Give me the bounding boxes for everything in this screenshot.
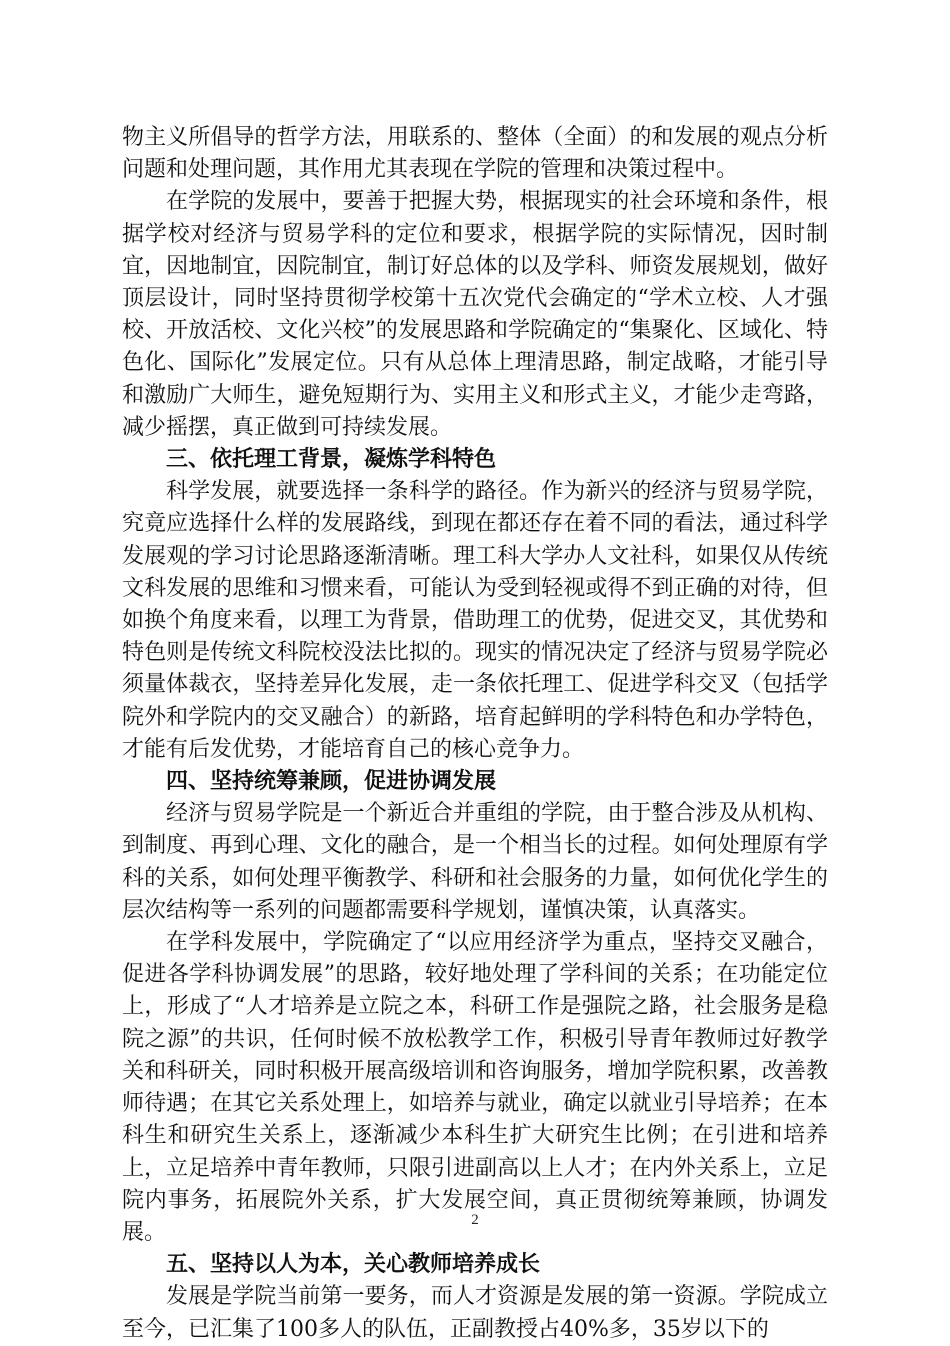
section-heading-4: 四、坚持统筹兼顾，促进协调发展 [166,769,497,795]
page-number: 2 [471,1212,479,1228]
paragraph: 在学院的发展中，要善于把握大势，根据现实的社会环境和条件，根据学校对经济与贸易学科的定位和要求，根据学院的实际情况，因时制宜，因地制宜，因院制宜，制订好总体的以及学科、师资发展规划，做好顶层设计，同时坚持贯彻学校第十五次党代会确定的“学术立校、人才强校、开放活校、文化兴校”的发展思路和学院确定的“集聚化、区域化、特色化、国际化”发展定位。只有从总体上理清思路，制定战略，才能引导和激励广大师生，避免短期行为、实用主义和形式主义，才能少走弯路，减少摇摆，真正做到可持续发展。 [122,189,828,440]
section-heading-5: 五、坚持以人为本，关心教师培养成长 [166,1252,541,1278]
section-heading-3: 三、依托理工背景，凝炼学科特色 [166,447,497,473]
paragraph: 在学科发展中，学院确定了“以应用经济学为重点，坚持交叉融合，促进各学科协调发展”的思路，较好地处理了学科间的关系；在功能定位上，形成了“人才培养是立院之本，科研工作是强院之路，社会服务是稳院之源”的共识，任何时候不放松教学工作，积极引导青年教师过好教学关和科研关，同时积极开展高级培训和咨询服务，增加学院积累，改善教师待遇；在其它关系处理上，如培养与就业，确定以就业引导培养；在本科生和研究生关系上，逐渐减少本科生扩大研究生比例；在引进和培养上，立足培养中青年教师，只限引进副高以上人才；在内外关系上，立足院内事务，拓展院外关系，扩大发展空间，真正贯彻统筹兼顾，协调发展。 [122,930,828,1245]
paragraph-continuation: 物主义所倡导的哲学方法，用联系的、整体（全面）的和发展的观点分析问题和处理问题，其作用尤其表现在学院的管理和决策过程中。 [122,125,828,183]
body-text [122,122,828,1346]
paragraph: 发展是学院当前第一要务，而人才资源是发展的第一资源。学院成立至今，已汇集了100多人的队伍，正副教授占40%多，35岁以下的 [122,1284,828,1342]
paragraph: 科学发展，就要选择一条科学的路径。作为新兴的经济与贸易学院，究竟应选择什么样的发展路线，到现在都还存在着不同的看法，通过科学发展观的学习讨论思路逐渐清晰。理工科大学办人文社科，如果仅从传统文科发展的思维和习惯来看，可能认为受到轻视或得不到正确的对待，但如换个角度来看，以理工为背景，借助理工的优势，促进交叉，其优势和特色则是传统文科院校没法比拟的。现实的情况决定了经济与贸易学院必须量体裁衣，坚持差异化发展，走一条依托理工、促进学科交叉（包括学院外和学院内的交叉融合）的新路，培育起鲜明的学科特色和办学特色，才能有后发优势，才能培育自己的核心竞争力。 [122,479,828,762]
paragraph: 经济与贸易学院是一个新近合并重组的学院，由于整合涉及从机构、到制度、再到心理、文化的融合，是一个相当长的过程。如何处理原有学科的关系，如何处理平衡教学、科研和社会服务的力量，如何优化学生的层次结构等一系列的问题都需要科学规划，谨慎决策，认真落实。 [122,801,828,923]
